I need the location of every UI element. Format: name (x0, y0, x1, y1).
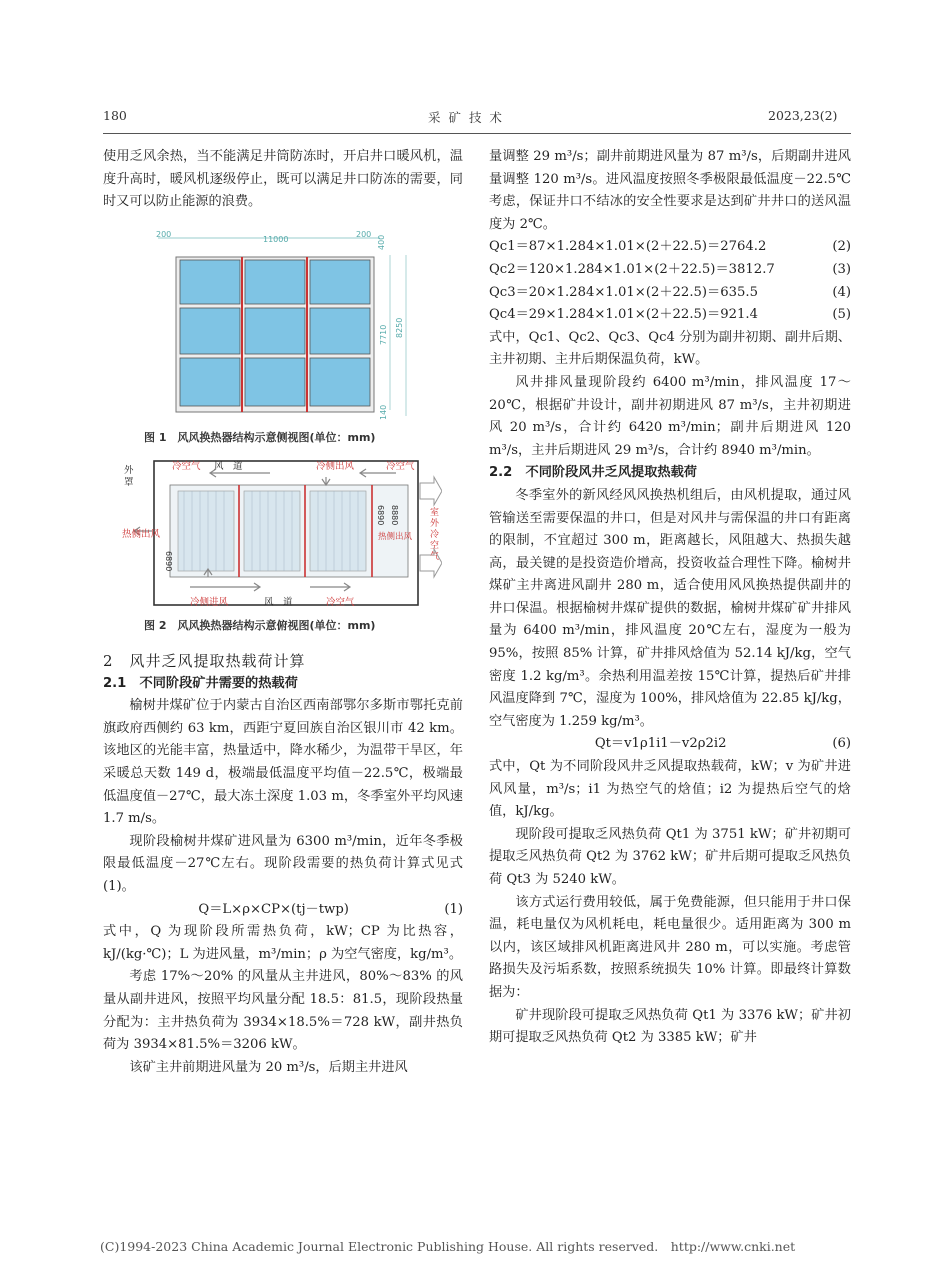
fig2-label-waizhao-1: 外 (124, 465, 134, 476)
equation-2 (489, 236, 851, 259)
left-intro (103, 146, 463, 214)
equation-number: (2) (832, 239, 851, 255)
equation-number: (5) (832, 307, 851, 323)
paragraph: 量调整 29 m³/s；副井前期进风量为 87 m³/s，后期副井进风量调整 120 m³/s。进风温度按照冬季极限最低温度－22.5℃考虑，保证井口不结冰的安全性要求是达到矿井井口的送风温度为 2℃。 (489, 149, 851, 232)
fig2-label-fengdao-top: 风 道 (214, 461, 243, 472)
equation-6 (489, 733, 851, 756)
header-rule (103, 133, 851, 134)
fig2-label-fengdao-bottom: 风 道 (264, 597, 293, 608)
figure-1-side-view (150, 230, 420, 426)
fig2-dim-6890-left: 6890 (164, 551, 173, 572)
equation-number: (6) (832, 736, 851, 752)
figure-2-top-view (120, 455, 442, 610)
paragraph: 该矿主井前期进风量为 20 m³/s，后期主井进风 (129, 1059, 408, 1075)
equation-text: Q＝L×ρ×CP×(tj－twp) (198, 901, 349, 917)
equation-5 (489, 304, 851, 327)
fig2-dim-8880: 8880 (390, 505, 399, 526)
paragraph: 式中，Qt 为不同阶段风井乏风提取热载荷，kW；v 为矿井进风风量，m³/s；i1 为热空气的焓值；i2 为提热后空气的焓值，kJ/kg。 (489, 759, 851, 820)
svg-text:外: 外 (430, 519, 440, 529)
section-2-2-heading: 2.2 不同阶段风井乏风提取热载荷 (489, 465, 697, 481)
journal-title: 采 矿 技 术 (428, 110, 504, 125)
left-column-body (103, 650, 463, 1079)
fig2-label-cold-air-bottom: 冷空气 (326, 597, 355, 608)
copyright-footer: (C)1994-2023 China Academic Journal Electronic Publishing House. All rights reserved. http://www.cnki.net (100, 1239, 796, 1254)
paragraph: 冬季室外的新风经风风换热机组后，由风机提取，通过风管输送至需要保温的井口，但是对风井与需保温的井口有距离的限制，不宜超过 300 m，距离越长，风阻越大、热损失越高，最关键的是投资造价增高，投资收益合理性下降。榆树井煤矿主井离进风副井 280 m，适合使用风风换热提供副井的井口保温。根据榆树井煤矿提供的数据，榆树井煤矿矿井排风量为 6400 m³/min，排风温度 20℃左右，湿度为一般为 95%，按照 85% 计算，矿井排风焓值为 52.14 kJ/kg，空气密度 1.2 kg/m³。余热利用温差按 15℃计算，提热后矿井排风温度降到 7℃，湿度为 100%，排风焓值为 22.85 kJ/kg，空气密度为 1.259 kg/m³。 (489, 487, 851, 729)
equation-3 (489, 259, 851, 282)
page-number: 180 (103, 108, 127, 123)
fig2-label-hot-out-right: 热侧出风 (378, 532, 413, 542)
issue-info: 2023,23(2) (768, 108, 838, 123)
equation-4 (489, 282, 851, 305)
figure-1-caption: 图 1 风风换热器结构示意侧视图(单位：mm) (144, 431, 376, 444)
svg-text:室: 室 (430, 508, 440, 518)
equation-text: Qt＝v1ρ1i1－v2ρ2i2 (594, 736, 727, 752)
fig2-dim-6890-mid: 6890 (376, 505, 385, 526)
paragraph: 矿井现阶段可提取乏风热负荷 Qt1 为 3376 kW；矿井初期可提取乏风热负荷 Qt2 为 3385 kW；矿井 (489, 1007, 851, 1046)
equation-text: Qc1＝87×1.284×1.01×(2＋22.5)＝2764.2 (489, 239, 767, 255)
paragraph: 现阶段可提取乏风热负荷 Qt1 为 3751 kW；矿井初期可提取乏风热负荷 Qt2 为 3762 kW；矿井后期可提取乏风热负荷 Qt3 为 5240 kW。 (489, 826, 851, 887)
equation-text: Qc4＝29×1.284×1.01×(2＋22.5)＝921.4 (489, 307, 758, 323)
paragraph: 风井排风量现阶段约 6400 m³/min，排风温度 17～20℃，根据矿井设计，副井初期进风 87 m³/s，主井初期进风 20 m³/s，合计约 6420 m³/min；副井后期进风 120 m³/s，主井后期进风 29 m³/s，合计约 8940 m³/min。 (489, 374, 851, 458)
paragraph: 式中，Q 为现阶段所需热负荷，kW；CP 为比热容，kJ/(kg·℃)；L 为进风量，m³/min；ρ 为空气密度，kg/m³。 (103, 924, 463, 962)
equation-number: (4) (832, 284, 851, 300)
svg-text:冷: 冷 (430, 530, 440, 540)
right-column-body (489, 146, 851, 1050)
fig2-label-waizhao-2: 罩 (124, 477, 134, 488)
fig2-label-cold-in: 冷侧进风 (190, 597, 229, 608)
section-2-1-heading: 2.1 不同阶段矿井需要的热载荷 (103, 675, 298, 691)
equation-text: Qc3＝20×1.284×1.01×(2＋22.5)＝635.5 (489, 284, 758, 300)
fig2-label-cold-air-tr: 冷空气 (386, 461, 415, 472)
paragraph: 式中，Qc1、Qc2、Qc3、Qc4 分别为副井初期、副井后期、主井初期、主井后期保温负荷，kW。 (489, 329, 851, 368)
dim-7710: 7710 (379, 324, 388, 345)
fig2-label-cold-out: 冷侧出风 (316, 461, 355, 472)
equation-text: Qc2＝120×1.284×1.01×(2＋22.5)＝3812.7 (489, 261, 775, 277)
dim-140: 140 (379, 404, 388, 420)
figure-2-caption: 图 2 风风换热器结构示意俯视图(单位：mm) (144, 619, 376, 632)
equation-number: (1) (444, 901, 463, 917)
paragraph: 使用乏风余热，当不能满足井筒防冻时，开启井口暖风机，温度升高时，暖风机逐级停止，既可以满足井口防冻的需要，同时又可以防止能源的浪费。 (103, 149, 463, 210)
dim-400: 400 (377, 234, 386, 250)
dim-200-left: 200 (156, 230, 172, 239)
fig2-label-cold-air-tl: 冷空气 (172, 461, 201, 472)
dim-11000: 11000 (263, 235, 289, 244)
equation-number: (3) (832, 261, 851, 277)
equation-1 (103, 899, 463, 922)
dim-8250: 8250 (395, 317, 404, 338)
svg-text:气: 气 (430, 552, 440, 562)
paragraph: 现阶段榆树井煤矿进风量为 6300 m³/min，近年冬季极限最低温度－27℃左右。现阶段需要的热负荷计算式见式(1)。 (103, 833, 463, 894)
paragraph: 考虑 17%～20% 的风量从主井进风，80%～83% 的风量从副井进风，按照平均风量分配 18.5：81.5，现阶段热量分配为：主井热负荷为 3934×18.5%＝728 kW，副井热负荷为 3934×81.5%＝3206 kW。 (103, 969, 463, 1053)
dim-200-right: 200 (356, 230, 372, 239)
section-2-heading: 2 风井乏风提取热载荷计算 (103, 652, 306, 670)
paragraph: 该方式运行费用较低，属于免费能源，但只能用于井口保温，耗电量仅为风机耗电，耗电量很少。适用距离为 300 m 以内，该区域排风机距离进风井 280 m，可以实施。考虑管路损失及污垢系数，按照系统损失 10% 计算。即最终计算数据为： (489, 894, 851, 1000)
fig2-label-hot-out-left: 热侧出风 (122, 529, 161, 540)
svg-text:空: 空 (430, 541, 440, 551)
paragraph: 榆树井煤矿位于内蒙古自治区西南部鄂尔多斯市鄂托克前旗政府西侧约 63 km，西距宁夏回族自治区银川市 42 km。该地区的光能丰富，热量适中，降水稀少，为温带干旱区，年采暖总天数 149 d，极端最低温度平均值－22.5℃，极端最低温度值－27℃，最大冻土深度 1.03 m，冬季室外平均风速 1.7 m/s。 (103, 698, 463, 827)
